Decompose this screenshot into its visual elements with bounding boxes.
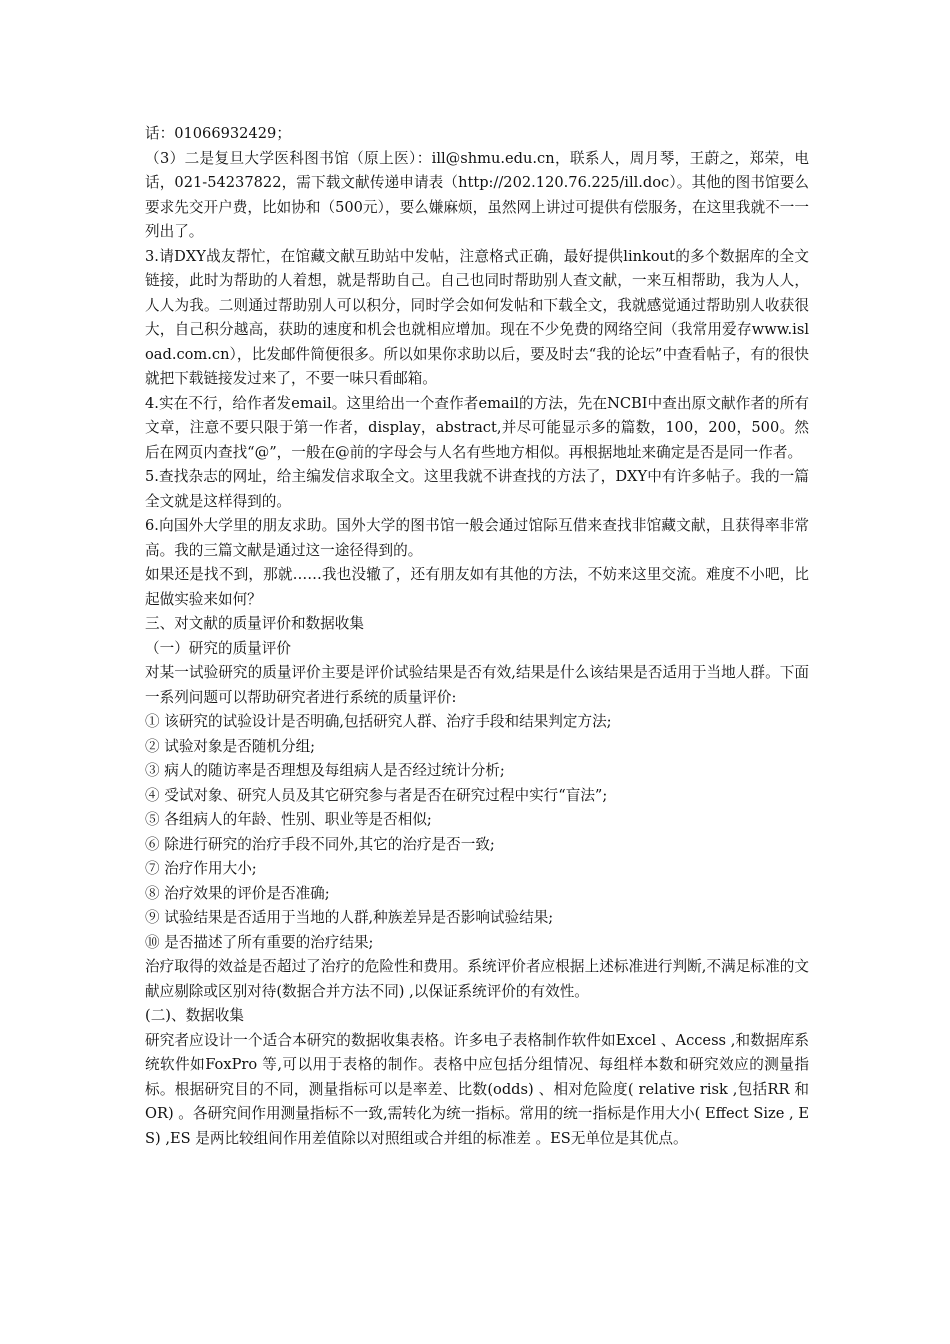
subsection-heading-quality: （一）研究的质量评价 bbox=[145, 639, 291, 657]
paragraph-dxy-help: 3.请DXY战友帮忙，在馆藏文献互助站中发帖，注意格式正确，最好提供linkout的多个数据库的全文链接，此时为帮助的人着想，就是帮助自己。自己也同时帮助别人查文献，一来互相帮助，我为人人，人人为我。二则通过帮助别人可以积分，同时学会如何发帖和下载全文，我就感觉通过帮助别人收获很大，自己积分越高，获助的速度和机会也就相应增加。现在不少免费的网络空间（我常用爱存www.isload.com.cn），比发邮件简便很多。所以如果你求助以后，要及时去“我的论坛”中查看帖子，有的很快就把下载链接发过来了，不要一味只看邮箱。 bbox=[145, 247, 809, 387]
subsection-heading-data-collection: (二)、数据收集 bbox=[145, 1007, 244, 1024]
paragraph-fudan-library: （3）二是复旦大学医科图书馆（原上医）：ill@shmu.edu.cn，联系人，周月琴，王蔚之，郑荣，电话，021-54237822，需下载文献传递申请表（http://202.120.76.225/ill.doc）。其他的图书馆要么要求先交开户费，比如协和（500元），要么嫌麻烦，虽然网上讲过可提供有偿服务，在这里我就不一一列出了。 bbox=[145, 149, 809, 240]
paragraph-foreign-friends: 6.向国外大学里的朋友求助。国外大学的图书馆一般会通过馆际互借来查找非馆藏文献，且获得率非常高。我的三篇文献是通过这一途径得到的。 bbox=[145, 517, 809, 559]
paragraph-data-collection: 研究者应设计一个适合本研究的数据收集表格。许多电子表格制作软件如Excel 、Access ,和数据库系统软件如FoxPro 等,可以用于表格的制作。表格中应包括分组情况、每组样本数和研究效应的测量指标。根据研究目的不同，测量指标可以是率差、比数(odds) 、相对危险度( relative risk ,包括RR 和OR) 。各研究间作用测量指标不一致,需转化为统一指标。常用的统一指标是作用大小( Effect Size , ES) ,ES 是两比较组间作用差值除以对照组或合并组的标准差 。ES无单位是其优点。 bbox=[145, 1031, 809, 1147]
paragraph-email-author: 4.实在不行，给作者发email。这里给出一个查作者email的方法，先在NCBI中查出原文献作者的所有文章，注意不要只限于第一作者，display，abstract,并尽可能显示多的篇数，100，200，500。然后在网页内查找“@”，一般在@前的字母会与人名有些地方相似。再根据地址来确定是否是同一作者。 bbox=[145, 394, 809, 461]
list-item: ② 试验对象是否随机分组; bbox=[145, 737, 316, 755]
list-item: ④ 受试对象、研究人员及其它研究参与者是否在研究过程中实行“盲法”; bbox=[145, 786, 608, 804]
list-item: ① 该研究的试验设计是否明确,包括研究人群、治疗手段和结果判定方法; bbox=[145, 713, 612, 730]
list-item: ⑨ 试验结果是否适用于当地的人群,种族差异是否影响试验结果; bbox=[145, 909, 554, 926]
list-item: ⑩ 是否描述了所有重要的治疗结果; bbox=[145, 933, 374, 951]
list-item: ③ 病人的随访率是否理想及每组病人是否经过统计分析; bbox=[145, 762, 505, 779]
list-item: ⑧ 治疗效果的评价是否准确; bbox=[145, 884, 330, 902]
paragraph-journal-editor: 5.查找杂志的网址，给主编发信求取全文。这里我就不讲查找的方法了，DXY中有许多帖子。我的一篇全文就是这样得到的。 bbox=[145, 468, 809, 510]
document-page bbox=[145, 122, 809, 1151]
paragraph-conclusion: 如果还是找不到，那就……我也没辙了，还有朋友如有其他的方法，不妨来这里交流。难度不小吧，比起做实验来如何？ bbox=[145, 566, 809, 608]
list-item: ⑤ 各组病人的年龄、性别、职业等是否相似; bbox=[145, 811, 432, 828]
list-item: ⑥ 除进行研究的治疗手段不同外,其它的治疗是否一致; bbox=[145, 835, 495, 853]
list-item: ⑦ 治疗作用大小; bbox=[145, 860, 257, 877]
section-heading-quality-data: 三、对文献的质量评价和数据收集 bbox=[145, 615, 364, 632]
paragraph-phone-continuation: 话：01066932429； bbox=[145, 125, 291, 142]
paragraph-quality-summary: 治疗取得的效益是否超过了治疗的危险性和费用。系统评价者应根据上述标准进行判断,不满足标准的文献应剔除或区别对待(数据合并方法不同) ,以保证系统评价的有效性。 bbox=[145, 958, 809, 1000]
paragraph-quality-intro: 对某一试验研究的质量评价主要是评价试验结果是否有效,结果是什么该结果是否适用于当地人群。下面一系列问题可以帮助研究者进行系统的质量评价: bbox=[145, 664, 809, 706]
